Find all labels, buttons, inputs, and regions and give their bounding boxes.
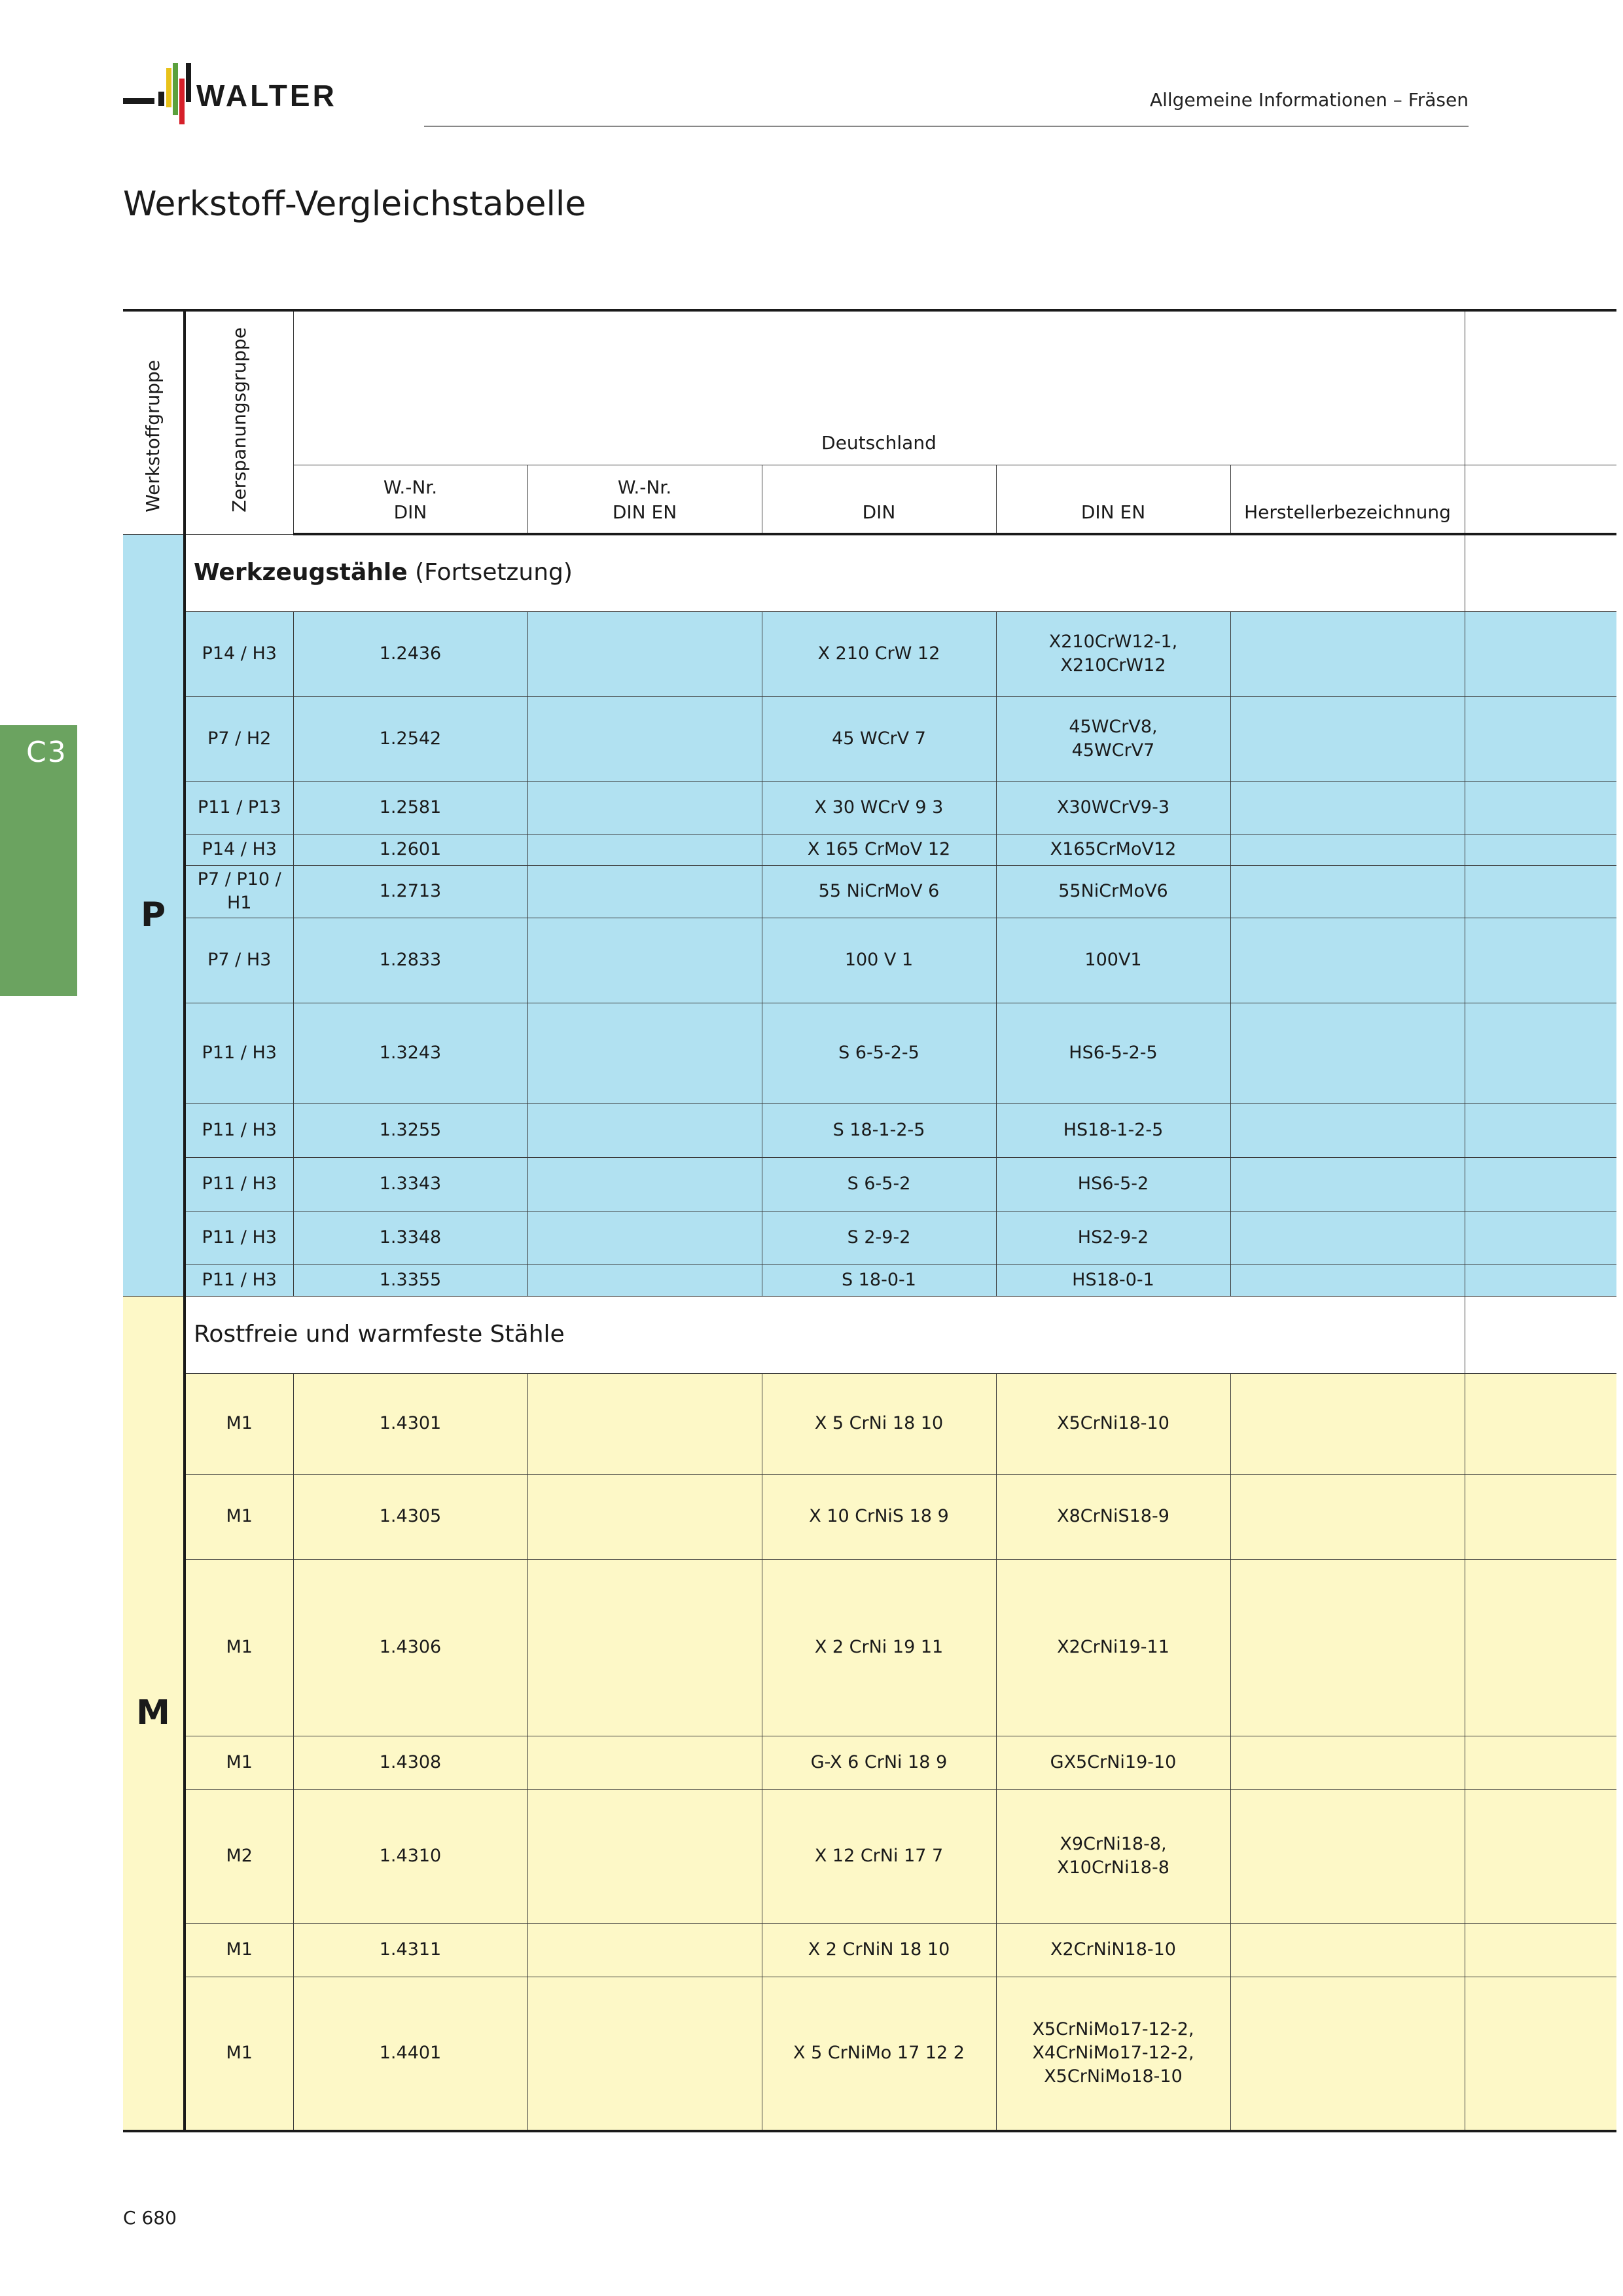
cell-zg: P11 / H3	[185, 1211, 293, 1265]
cell-wnr-dinen	[527, 611, 762, 696]
cell-wnr-din: 1.3348	[293, 1211, 527, 1265]
header-country: Deutschland	[293, 310, 1465, 465]
cell-cut-off	[1465, 1373, 1616, 1474]
cell-hersteller	[1230, 918, 1465, 1003]
cell-hersteller	[1230, 834, 1465, 865]
cell-hersteller	[1230, 1474, 1465, 1559]
material-group-letter: M	[123, 1296, 185, 2131]
cell-zg: P11 / H3	[185, 1103, 293, 1157]
cell-cut-off	[1465, 1003, 1616, 1103]
cell-dinen: HS2-9-2	[996, 1211, 1230, 1265]
cell-wnr-dinen	[527, 1003, 762, 1103]
table-row	[123, 1373, 1616, 1474]
column-header-cut-off	[1465, 465, 1616, 534]
cell-zg: M1	[185, 1559, 293, 1736]
header-werkstoffgruppe: Werkstoffgruppe	[123, 310, 185, 534]
cell-wnr-din: 1.4305	[293, 1474, 527, 1559]
cell-zg: P7 / P10 / H1	[185, 865, 293, 918]
table-row	[123, 1789, 1616, 1923]
table-row	[123, 1736, 1616, 1789]
material-comparison-table	[123, 309, 1616, 2132]
cell-dinen: X165CrMoV12	[996, 834, 1230, 865]
cell-wnr-dinen	[527, 1265, 762, 1296]
cell-hersteller	[1230, 1211, 1465, 1265]
table-row	[123, 1103, 1616, 1157]
chapter-side-tab-label: C3	[26, 736, 67, 769]
cell-din: S 18-0-1	[762, 1265, 996, 1296]
cell-wnr-dinen	[527, 1157, 762, 1211]
page-number: C 680	[123, 2207, 177, 2229]
cell-zg: P11 / P13	[185, 781, 293, 834]
column-header: DIN EN	[996, 465, 1230, 534]
cell-wnr-din: 1.4310	[293, 1789, 527, 1923]
cell-din: 55 NiCrMoV 6	[762, 865, 996, 918]
table-row	[123, 1923, 1616, 1977]
cell-dinen: HS6-5-2-5	[996, 1003, 1230, 1103]
cell-wnr-din: 1.3243	[293, 1003, 527, 1103]
cell-dinen: X30WCrV9-3	[996, 781, 1230, 834]
cell-cut-off	[1465, 865, 1616, 918]
cell-wnr-din: 1.4308	[293, 1736, 527, 1789]
cell-zg: M1	[185, 1474, 293, 1559]
cell-cut-off	[1465, 781, 1616, 834]
cell-wnr-dinen	[527, 1923, 762, 1977]
cell-zg: P14 / H3	[185, 611, 293, 696]
section-heading-rest: Rostfreie und warmfeste Stähle	[194, 1320, 565, 1348]
material-group-letter: P	[123, 534, 185, 1296]
cell-cut-off	[1465, 1265, 1616, 1296]
cell-hersteller	[1230, 781, 1465, 834]
cell-din: G-X 6 CrNi 18 9	[762, 1736, 996, 1789]
walter-logo	[123, 60, 398, 132]
cell-din: S 6-5-2	[762, 1157, 996, 1211]
cell-din: X 30 WCrV 9 3	[762, 781, 996, 834]
section-heading	[185, 1296, 1465, 1373]
cell-cut-off	[1465, 1559, 1616, 1736]
cell-din: 45 WCrV 7	[762, 696, 996, 781]
cell-cut-off	[1465, 1103, 1616, 1157]
table-row	[123, 611, 1616, 696]
cell-wnr-din: 1.3355	[293, 1265, 527, 1296]
cell-wnr-din: 1.2542	[293, 696, 527, 781]
cell-dinen: 100V1	[996, 918, 1230, 1003]
cell-hersteller	[1230, 1103, 1465, 1157]
cell-cut-off	[1465, 1977, 1616, 2131]
cell-din: X 165 CrMoV 12	[762, 834, 996, 865]
cell-dinen: HS18-0-1	[996, 1265, 1230, 1296]
cell-din: S 2-9-2	[762, 1211, 996, 1265]
cell-dinen: X2CrNi19-11	[996, 1559, 1230, 1736]
cell-wnr-din: 1.2581	[293, 781, 527, 834]
cell-dinen: HS18-1-2-5	[996, 1103, 1230, 1157]
table-row	[123, 834, 1616, 865]
cell-din: S 6-5-2-5	[762, 1003, 996, 1103]
cell-zg: P11 / H3	[185, 1265, 293, 1296]
table-row	[123, 696, 1616, 781]
cell-dinen: 45WCrV8, 45WCrV7	[996, 696, 1230, 781]
cell-dinen: GX5CrNi19-10	[996, 1736, 1230, 1789]
table-row	[123, 865, 1616, 918]
cell-cut-off	[1465, 1211, 1616, 1265]
cell-wnr-din: 1.2713	[293, 865, 527, 918]
cell-wnr-dinen	[527, 1211, 762, 1265]
table-row	[123, 1211, 1616, 1265]
cell-cut-off	[1465, 1923, 1616, 1977]
cell-wnr-dinen	[527, 1789, 762, 1923]
cell-hersteller	[1230, 1789, 1465, 1923]
cell-wnr-dinen	[527, 1103, 762, 1157]
cell-hersteller	[1230, 1157, 1465, 1211]
table-row	[123, 918, 1616, 1003]
cell-din: X 5 CrNiMo 17 12 2	[762, 1977, 996, 2131]
cell-dinen: X210CrW12-1, X210CrW12	[996, 611, 1230, 696]
table-row	[123, 1003, 1616, 1103]
cell-hersteller	[1230, 1373, 1465, 1474]
column-header: W.-Nr. DIN EN	[527, 465, 762, 534]
column-header: DIN	[762, 465, 996, 534]
cell-wnr-dinen	[527, 918, 762, 1003]
table-row	[123, 1559, 1616, 1736]
header-cut-off	[1465, 310, 1616, 465]
cell-din: 100 V 1	[762, 918, 996, 1003]
cell-wnr-dinen	[527, 1559, 762, 1736]
page-title: Werkstoff-Vergleichstabelle	[123, 185, 586, 224]
cell-wnr-dinen	[527, 1736, 762, 1789]
cell-zg: P7 / H2	[185, 696, 293, 781]
cell-wnr-din: 1.4401	[293, 1977, 527, 2131]
section-heading	[185, 534, 1465, 611]
cell-cut-off	[1465, 1474, 1616, 1559]
cell-dinen: X5CrNi18-10	[996, 1373, 1230, 1474]
cell-din: X 10 CrNiS 18 9	[762, 1474, 996, 1559]
cell-din: X 2 CrNi 19 11	[762, 1559, 996, 1736]
cell-zg: P11 / H3	[185, 1157, 293, 1211]
cell-hersteller	[1230, 1923, 1465, 1977]
header-zerspanungsgruppe: Zerspanungsgruppe	[185, 310, 293, 534]
cell-dinen: 55NiCrMoV6	[996, 865, 1230, 918]
cell-wnr-dinen	[527, 1373, 762, 1474]
cell-wnr-din: 1.4306	[293, 1559, 527, 1736]
cell-dinen: X5CrNiMo17-12-2, X4CrNiMo17-12-2, X5CrNiMo18-10	[996, 1977, 1230, 2131]
section-title: Allgemeine Informationen – Fräsen	[1149, 89, 1469, 111]
cell-wnr-dinen	[527, 696, 762, 781]
cell-wnr-din: 1.2601	[293, 834, 527, 865]
table-row	[123, 1265, 1616, 1296]
cell-dinen: X9CrNi18-8, X10CrNi18-8	[996, 1789, 1230, 1923]
cell-cut-off	[1465, 1789, 1616, 1923]
cell-din: X 210 CrW 12	[762, 611, 996, 696]
cell-wnr-dinen	[527, 1474, 762, 1559]
cell-wnr-din: 1.3343	[293, 1157, 527, 1211]
header-rule	[424, 126, 1469, 127]
cell-wnr-dinen	[527, 781, 762, 834]
column-header: Herstellerbezeichnung	[1230, 465, 1465, 534]
cell-wnr-din: 1.4301	[293, 1373, 527, 1474]
cell-dinen: X8CrNiS18-9	[996, 1474, 1230, 1559]
cell-din: X 5 CrNi 18 10	[762, 1373, 996, 1474]
cell-cut-off	[1465, 611, 1616, 696]
svg-text:WALTER: WALTER	[196, 79, 337, 113]
cell-zg: M1	[185, 1736, 293, 1789]
cell-din: X 2 CrNiN 18 10	[762, 1923, 996, 1977]
cell-zg: M1	[185, 1977, 293, 2131]
cell-cut-off	[1465, 696, 1616, 781]
cell-hersteller	[1230, 1736, 1465, 1789]
cell-hersteller	[1230, 611, 1465, 696]
table-row	[123, 1977, 1616, 2131]
table-row	[123, 1157, 1616, 1211]
table-row	[123, 1474, 1616, 1559]
cell-hersteller	[1230, 696, 1465, 781]
table-row	[123, 781, 1616, 834]
cell-wnr-dinen	[527, 1977, 762, 2131]
cell-wnr-dinen	[527, 834, 762, 865]
cell-wnr-din: 1.2436	[293, 611, 527, 696]
cell-hersteller	[1230, 865, 1465, 918]
cell-dinen: HS6-5-2	[996, 1157, 1230, 1211]
cell-din: X 12 CrNi 17 7	[762, 1789, 996, 1923]
cell-zg: P7 / H3	[185, 918, 293, 1003]
cell-din: S 18-1-2-5	[762, 1103, 996, 1157]
cell-hersteller	[1230, 1265, 1465, 1296]
cell-zg: M2	[185, 1789, 293, 1923]
column-header: W.-Nr. DIN	[293, 465, 527, 534]
cell-wnr-din: 1.4311	[293, 1923, 527, 1977]
cell-cut-off	[1465, 1157, 1616, 1211]
cell-hersteller	[1230, 1003, 1465, 1103]
section-cut-off	[1465, 534, 1616, 611]
section-heading-rest: (Fortsetzung)	[407, 559, 573, 586]
cell-zg: M1	[185, 1373, 293, 1474]
section-cut-off	[1465, 1296, 1616, 1373]
cell-hersteller	[1230, 1559, 1465, 1736]
section-heading-bold: Werkzeugstähle	[194, 559, 408, 586]
cell-cut-off	[1465, 1736, 1616, 1789]
cell-wnr-din: 1.2833	[293, 918, 527, 1003]
cell-zg: M1	[185, 1923, 293, 1977]
cell-hersteller	[1230, 1977, 1465, 2131]
cell-zg: P11 / H3	[185, 1003, 293, 1103]
cell-dinen: X2CrNiN18-10	[996, 1923, 1230, 1977]
cell-wnr-din: 1.3255	[293, 1103, 527, 1157]
cell-wnr-dinen	[527, 865, 762, 918]
cell-cut-off	[1465, 834, 1616, 865]
cell-zg: P14 / H3	[185, 834, 293, 865]
cell-cut-off	[1465, 918, 1616, 1003]
